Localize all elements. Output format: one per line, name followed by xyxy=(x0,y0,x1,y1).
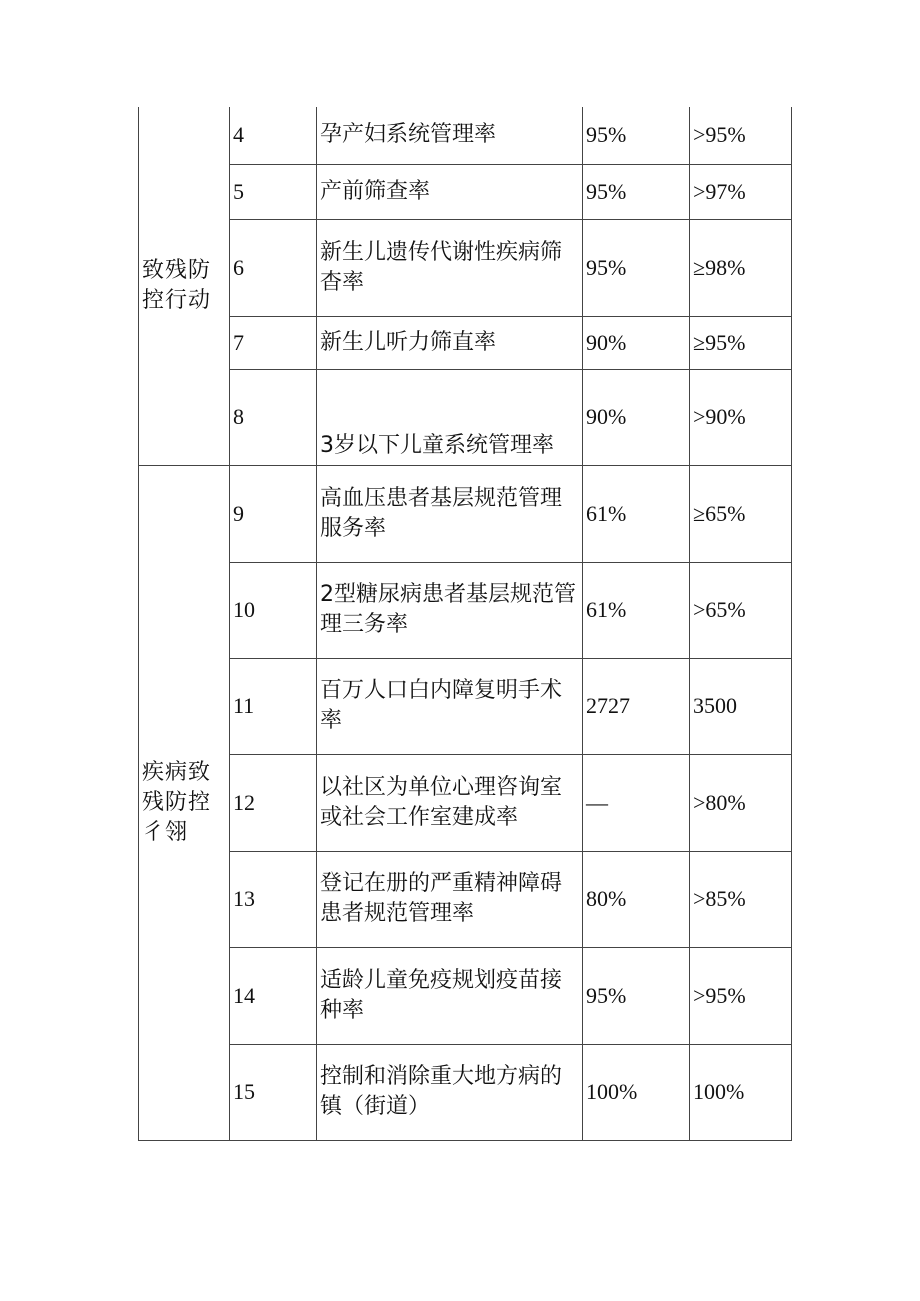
table-row xyxy=(139,851,792,947)
target-value: 100% xyxy=(690,1044,792,1140)
table-row xyxy=(139,754,792,851)
indicator-name: 产前筛查率 xyxy=(317,164,583,219)
table-row xyxy=(139,219,792,316)
indicator-name: 适龄儿童免疫规划疫苗接种率 xyxy=(317,947,583,1044)
target-value: >85% xyxy=(690,851,792,947)
row-number: 10 xyxy=(230,562,317,658)
indicator-name: 孕产妇系统管理率 xyxy=(317,107,583,164)
baseline-value: 80% xyxy=(583,851,690,947)
target-value: >65% xyxy=(690,562,792,658)
baseline-value: 95% xyxy=(583,219,690,316)
target-value: >95% xyxy=(690,107,792,164)
baseline-value: 90% xyxy=(583,369,690,465)
row-number: 5 xyxy=(230,164,317,219)
indicator-name: 以社区为单位心理咨询室或社会工作室建成率 xyxy=(317,754,583,851)
baseline-value: 100% xyxy=(583,1044,690,1140)
baseline-value: 95% xyxy=(583,164,690,219)
indicator-name: 2型糖尿病患者基层规范管理三务率 xyxy=(317,562,583,658)
table-row xyxy=(139,369,792,465)
category-cell: 致残防控行动 xyxy=(139,107,230,465)
indicator-name: 新生儿遗传代谢性疾病筛杳率 xyxy=(317,219,583,316)
target-value: >90% xyxy=(690,369,792,465)
indicator-name: 百万人口白内障复明手术率 xyxy=(317,658,583,754)
target-value: ≥98% xyxy=(690,219,792,316)
row-number: 13 xyxy=(230,851,317,947)
table-row xyxy=(139,1044,792,1140)
target-value: 3500 xyxy=(690,658,792,754)
row-number: 15 xyxy=(230,1044,317,1140)
baseline-value: 95% xyxy=(583,107,690,164)
row-number: 7 xyxy=(230,316,317,369)
baseline-value: 95% xyxy=(583,947,690,1044)
table-row xyxy=(139,658,792,754)
target-value: ≥95% xyxy=(690,316,792,369)
row-number: 9 xyxy=(230,465,317,562)
category-cell: 疾病致残防控彳翎 xyxy=(139,465,230,1140)
baseline-value: — xyxy=(583,754,690,851)
table-row xyxy=(139,164,792,219)
table-row xyxy=(139,465,792,562)
baseline-value: 90% xyxy=(583,316,690,369)
indicator-name: 新生儿听力筛直率 xyxy=(317,316,583,369)
row-number: 8 xyxy=(230,369,317,465)
table-row xyxy=(139,316,792,369)
baseline-value: 61% xyxy=(583,562,690,658)
baseline-value: 2727 xyxy=(583,658,690,754)
row-number: 14 xyxy=(230,947,317,1044)
baseline-value: 61% xyxy=(583,465,690,562)
table-row xyxy=(139,562,792,658)
target-value: >95% xyxy=(690,947,792,1044)
row-number: 12 xyxy=(230,754,317,851)
row-number: 11 xyxy=(230,658,317,754)
indicators-table xyxy=(138,107,792,1141)
table-row xyxy=(139,947,792,1044)
target-value: ≥65% xyxy=(690,465,792,562)
indicator-name: 高血压患者基层规范管理服务率 xyxy=(317,465,583,562)
target-value: >97% xyxy=(690,164,792,219)
row-number: 6 xyxy=(230,219,317,316)
row-number: 4 xyxy=(230,107,317,164)
target-value: >80% xyxy=(690,754,792,851)
table-row xyxy=(139,107,792,164)
indicator-name: 3岁以下儿童系统管理率 xyxy=(317,369,583,465)
indicator-name: 控制和消除重大地方病的镇（街道） xyxy=(317,1044,583,1140)
indicator-name: 登记在册的严重精神障碍患者规范管理率 xyxy=(317,851,583,947)
